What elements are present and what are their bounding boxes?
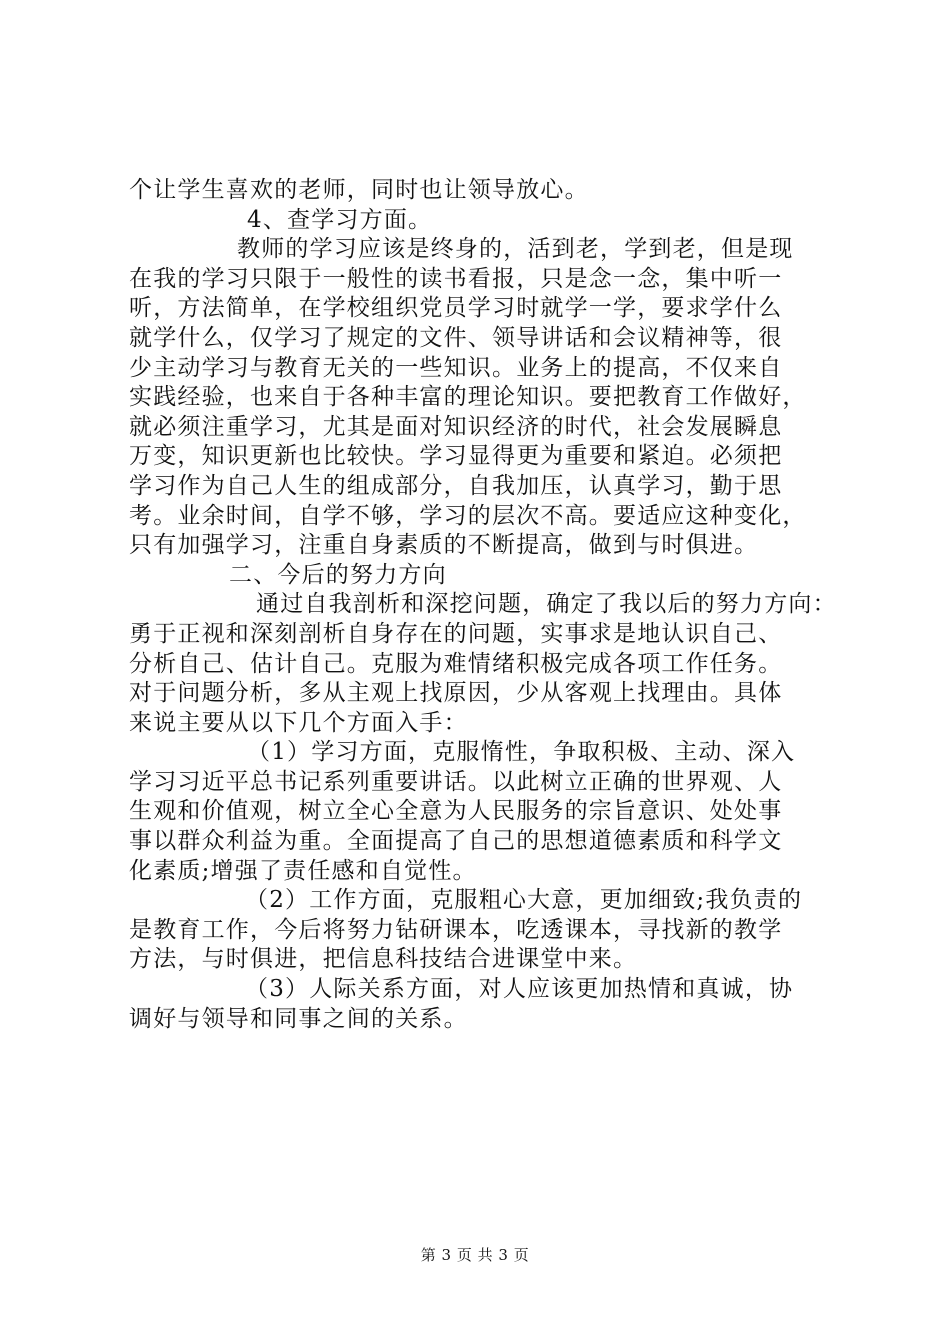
text-line: 调好与领导和同事之间的关系。 bbox=[129, 1005, 468, 1032]
text-line: 实践经验，也来自于各种丰富的理论知识。要把教育工作做好， bbox=[129, 384, 807, 411]
page-footer: 第 3 页 共 3 页 bbox=[420, 1246, 530, 1264]
text-line: 就学什么，仅学习了规定的文件、领导讲话和会议精神等，很 bbox=[129, 324, 783, 351]
text-line: 教师的学习应该是终身的，活到老，学到老，但是现 bbox=[237, 236, 794, 263]
text-line: 勇于正视和深刻剖析自身存在的问题，实事求是地认识自己、 bbox=[129, 620, 783, 647]
text-line: （3）人际关系方面，对人应该更加热情和真诚，协 bbox=[245, 976, 794, 1003]
text-line: 万变，知识更新也比较快。学习显得更为重要和紧迫。必须把 bbox=[129, 443, 783, 470]
text-line: 方法，与时俱进，把信息科技结合进课堂中来。 bbox=[129, 946, 638, 973]
text-line: 二、今后的努力方向 bbox=[229, 561, 447, 588]
text-line: 是教育工作，今后将努力钻研课本，吃透课本，寻找新的教学 bbox=[129, 916, 783, 943]
text-line: 在我的学习只限于一般性的读书看报，只是念一念，集中听一 bbox=[129, 265, 783, 292]
text-line: 个让学生喜欢的老师，同时也让领导放心。 bbox=[129, 177, 589, 203]
text-line: 少主动学习与教育无关的一些知识。业务上的提高，不仅来自 bbox=[129, 354, 783, 381]
text-line: （2）工作方面，克服粗心大意，更加细致;我负责的 bbox=[245, 887, 803, 914]
text-line: 化素质;增强了责任感和自觉性。 bbox=[129, 857, 477, 884]
text-line: 听，方法简单，在学校组织党员学习时就学一学，要求学什么 bbox=[129, 295, 783, 322]
text-line: 事以群众利益为重。全面提高了自己的思想道德素质和科学文 bbox=[129, 828, 783, 855]
text-line: 分析自己、估计自己。克服为难情绪积极完成各项工作任务。 bbox=[129, 650, 783, 677]
text-line: 4、查学习方面。 bbox=[247, 206, 433, 233]
text-line: 学习习近平总书记系列重要讲话。以此树立正确的世界观、人 bbox=[129, 768, 783, 795]
text-line: （1）学习方面，克服惰性，争取积极、主动、深入 bbox=[247, 739, 796, 766]
document-body bbox=[129, 176, 837, 1034]
text-line: 通过自我剖析和深挖问题，确定了我以后的努力方向： bbox=[256, 591, 837, 618]
text-line: 学习作为自己人生的组成部分，自我加压，认真学习，勤于思 bbox=[129, 472, 783, 499]
text-line: 来说主要从以下几个方面入手： bbox=[129, 709, 468, 736]
text-line: 生观和价值观，树立全心全意为人民服务的宗旨意识、处处事 bbox=[129, 798, 783, 825]
text-line: 对于问题分析，多从主观上找原因，少从客观上找理由。具体 bbox=[129, 680, 783, 707]
text-line: 只有加强学习，注重自身素质的不断提高，做到与时俱进。 bbox=[129, 532, 759, 559]
text-line: 考。业余时间，自学不够，学习的层次不高。要适应这种变化， bbox=[129, 502, 807, 529]
text-line: 就必须注重学习，尤其是面对知识经济的时代，社会发展瞬息 bbox=[129, 413, 783, 440]
